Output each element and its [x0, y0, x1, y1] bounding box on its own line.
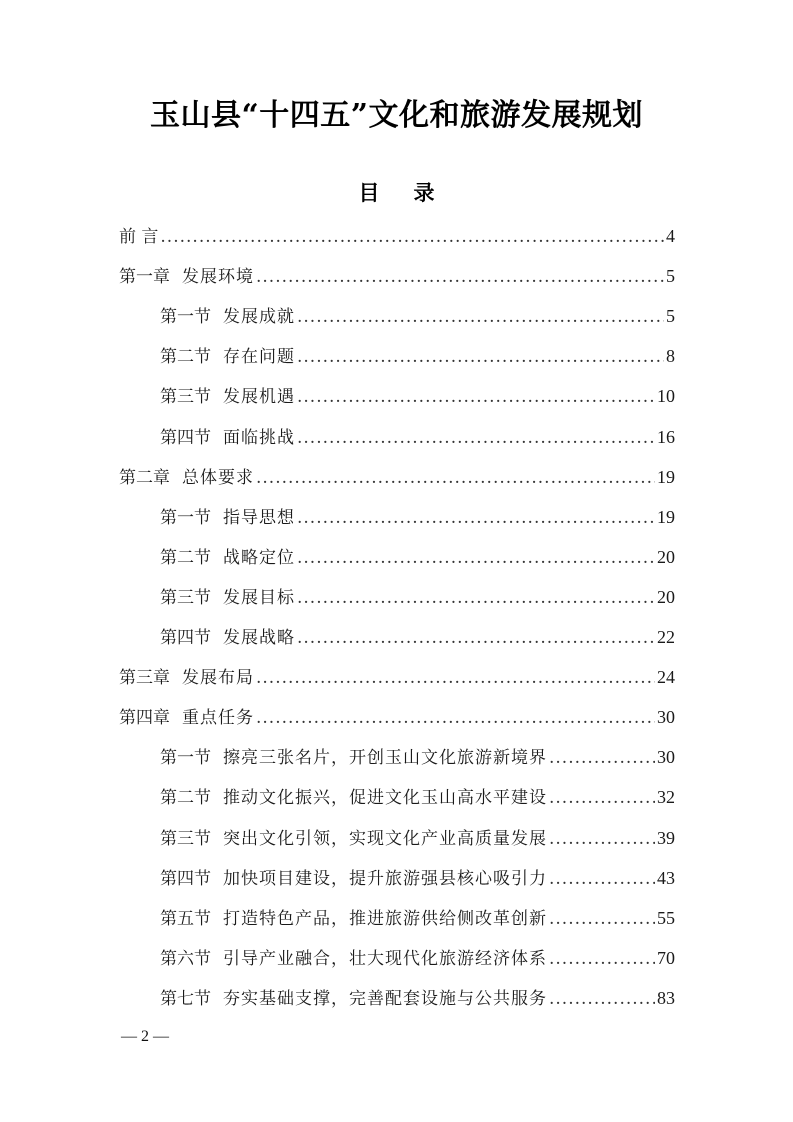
- toc-entry-title: 发展成就: [223, 307, 295, 328]
- toc-entry-title: 面临挑战: [223, 427, 295, 448]
- toc-entry-title: 突出文化引领，实现文化产业高质量发展: [223, 828, 547, 849]
- toc-chapter-entry[interactable]: [119, 663, 675, 703]
- toc-entry-page-number: 43: [657, 867, 675, 888]
- toc-entry-page-number: 8: [666, 346, 675, 367]
- toc-entry-number: 第三章: [119, 668, 170, 689]
- toc-section-entry[interactable]: [160, 302, 675, 342]
- toc-entry-title: 重点任务: [182, 708, 254, 729]
- toc-section-entry[interactable]: [160, 743, 675, 783]
- toc-entry-number: 第一章: [119, 267, 170, 288]
- toc-entry-page-number: 70: [657, 947, 675, 968]
- toc-dot-leader: [549, 869, 655, 889]
- toc-entry-number: 第五节: [160, 908, 211, 929]
- toc-chapter-entry[interactable]: [119, 463, 675, 503]
- toc-entry-title: 总体要求: [182, 467, 254, 488]
- toc-section-entry[interactable]: [160, 382, 675, 422]
- toc-entry-page-number: 55: [657, 907, 675, 928]
- toc-entry-number: 第四节: [160, 628, 211, 648]
- toc-entry-title: 发展机遇: [223, 387, 295, 408]
- toc-entry-page-number: 20: [657, 546, 675, 567]
- toc-entry-title: 发展布局: [182, 668, 254, 689]
- toc-dot-leader: [160, 227, 664, 247]
- toc-section-entry[interactable]: [160, 623, 675, 663]
- toc-dot-leader: [297, 347, 664, 367]
- toc-heading: [0, 177, 793, 207]
- page-number-footer: — 2 —: [121, 1028, 169, 1045]
- toc-entry-title: 指导思想: [223, 507, 295, 528]
- toc-dot-leader: [549, 788, 655, 808]
- toc-entry-page-number: 32: [657, 787, 675, 808]
- toc-entry-number: 第四节: [160, 868, 211, 889]
- toc-section-entry[interactable]: [160, 423, 675, 463]
- toc-dot-leader: [549, 748, 655, 768]
- toc-entry-page-number: 10: [657, 386, 675, 407]
- toc-chapter-entry[interactable]: [119, 222, 675, 262]
- toc-dot-leader: [297, 588, 655, 608]
- toc-entry-page-number: 83: [657, 987, 675, 1008]
- toc-entry-number: 第六节: [160, 948, 211, 969]
- toc-entry-number: 第二节: [160, 347, 211, 368]
- toc-entry-number: 第一节: [160, 307, 211, 328]
- toc-entry-number: 第三节: [160, 828, 211, 849]
- toc-dot-leader: [549, 829, 655, 849]
- toc-entry-number: 第四章: [119, 708, 170, 729]
- toc-entry-title: 擦亮三张名片，开创玉山文化旅游新境界: [223, 748, 547, 769]
- toc-entry-title: 发展战略: [223, 628, 295, 648]
- toc-section-entry[interactable]: [160, 944, 675, 984]
- toc-entry-number: 第二节: [160, 788, 211, 809]
- toc-entry-title: 推动文化振兴，促进文化玉山高水平建设: [223, 788, 547, 809]
- toc-entry-page-number: 19: [657, 466, 675, 487]
- toc-entry-title: 发展环境: [182, 267, 254, 288]
- toc-section-entry[interactable]: [160, 583, 675, 623]
- toc-dot-leader: [297, 387, 655, 407]
- toc-dot-leader: [549, 989, 655, 1009]
- toc-entry-page-number: 24: [657, 667, 675, 688]
- toc-dot-leader: [297, 548, 655, 568]
- toc-entry-title: 加快项目建设，提升旅游强县核心吸引力: [223, 868, 547, 889]
- toc-entry-page-number: 22: [657, 627, 675, 647]
- toc-chapter-entry[interactable]: [119, 262, 675, 302]
- toc-entry-page-number: 4: [666, 226, 675, 246]
- toc-section-entry[interactable]: [160, 864, 675, 904]
- toc-entry-page-number: 16: [657, 426, 675, 447]
- toc-entry-title: 发展目标: [223, 587, 295, 608]
- toc-heading-char-1: 目: [358, 181, 380, 205]
- toc-dot-leader: [549, 909, 655, 929]
- toc-entry-title: 打造特色产品，推进旅游供给侧改革创新: [223, 908, 547, 929]
- toc-entry-number: 第二节: [160, 547, 211, 568]
- toc-entry-page-number: 5: [666, 306, 675, 327]
- toc-dot-leader: [256, 267, 664, 287]
- toc-dot-leader: [549, 949, 655, 969]
- toc-section-entry[interactable]: [160, 783, 675, 823]
- toc-entry-page-number: 30: [657, 707, 675, 728]
- toc-section-entry[interactable]: [160, 503, 675, 543]
- toc-entry-number: 第三节: [160, 387, 211, 408]
- toc-entry-title: 存在问题: [223, 347, 295, 368]
- toc-entry-title: 夯实基础支撑，完善配套设施与公共服务: [223, 988, 547, 1009]
- toc-entry-page-number: 30: [657, 747, 675, 768]
- toc-entry-number: 第一节: [160, 748, 211, 769]
- toc-heading-char-2: 录: [413, 181, 435, 205]
- toc-entry-title: 战略定位: [223, 547, 295, 568]
- toc-section-entry[interactable]: [160, 543, 675, 583]
- toc-entry-number: 第七节: [160, 988, 211, 1009]
- toc-entry-page-number: 39: [657, 827, 675, 848]
- toc-section-entry[interactable]: [160, 824, 675, 864]
- toc-dot-leader: [297, 307, 664, 327]
- toc-section-entry[interactable]: [160, 342, 675, 382]
- toc-dot-leader: [297, 428, 655, 448]
- toc-entry-number: 第三节: [160, 587, 211, 608]
- toc-dot-leader: [256, 668, 655, 688]
- toc-entry-number: 前 言: [119, 227, 159, 247]
- toc-dot-leader: [297, 508, 655, 528]
- toc-entry-number: 第二章: [119, 467, 170, 488]
- toc-entry-number: 第一节: [160, 507, 211, 528]
- toc-dot-leader: [256, 468, 655, 488]
- toc-entry-number: 第四节: [160, 427, 211, 448]
- toc-section-entry[interactable]: [160, 984, 675, 1024]
- toc-dot-leader: [256, 708, 655, 728]
- toc-entry-title: 引导产业融合，壮大现代化旅游经济体系: [223, 948, 547, 969]
- toc-entry-page-number: 5: [666, 266, 675, 287]
- toc-dot-leader: [297, 628, 655, 648]
- toc-entry-page-number: 19: [657, 506, 675, 527]
- document-title: 玉山县“十四五”文化和旅游发展规划: [149, 98, 643, 133]
- toc-section-entry[interactable]: [160, 904, 675, 944]
- toc-entry-page-number: 20: [657, 586, 675, 607]
- toc-chapter-entry[interactable]: [119, 703, 675, 743]
